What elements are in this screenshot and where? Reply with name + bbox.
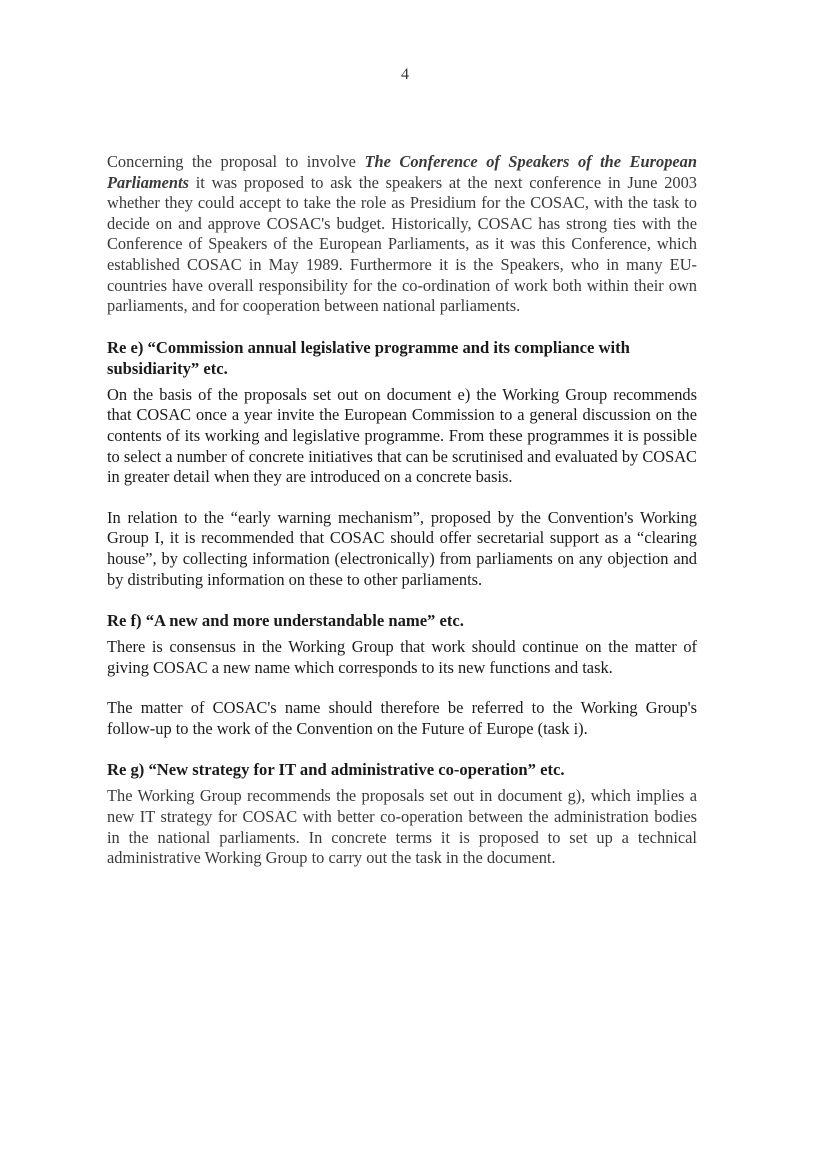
section-f-paragraph-2: The matter of COSAC's name should therefore be referred to the Working Group's follow-up to the work of the Convention on the Future of Europe (task i). <box>107 698 697 738</box>
section-e-paragraph-2: In relation to the “early warning mechanism”, proposed by the Convention's Working Group I, it is recommended that COSAC should offer secretarial support as a “clearing house”, by collecting information (electronically) from parliaments on any objection and by distributing information on these to other parliaments. <box>107 507 697 589</box>
section-heading-f: Re f) “A new and more understandable name” etc. <box>107 611 464 631</box>
intro-rest: it was proposed to ask the speakers at the next conference in June 2003 whether they could accept to take the role as Presidium for the COSAC, with the task to decide on and approve COSAC's budget. Historically, COSAC has strong ties with the Conference of Speakers of the European Parliaments, as it was this Conference, which established COSAC in May 1989. Furthermore it is the Speakers, who in many EU-countries have overall responsibility for the co-ordination of work both within their own parliaments, and for cooperation between national parliaments. <box>107 172 697 316</box>
page-number: 4 <box>401 66 409 83</box>
intro-lead: Concerning the proposal to involve <box>107 152 365 171</box>
document-body <box>107 152 697 869</box>
section-f-paragraph-1: There is consensus in the Working Group that work should continue on the matter of giving COSAC a new name which corresponds to its new functions and task. <box>107 637 697 677</box>
section-heading-g: Re g) “New strategy for IT and administrative co-operation” etc. <box>107 760 565 780</box>
intro-emphasis: The Conference of Speakers of the European Parliaments <box>107 152 697 192</box>
section-g-paragraph-1: The Working Group recommends the proposals set out in document g), which implies a new IT strategy for COSAC with better co-operation between the administration bodies in the national parliaments. In concrete terms it is proposed to set up a technical administrative Working Group to carry out the task in the document. <box>107 786 697 868</box>
section-heading-e: Re e) “Commission annual legislative programme and its compliance with subsidiarity” etc. <box>107 337 630 378</box>
section-e-paragraph-1: On the basis of the proposals set out on document e) the Working Group recommends that COSAC once a year invite the European Commission to a general discussion on the contents of its working and legislative programme. From these programmes it is possible to select a number of concrete initiatives that can be scrutinised and evaluated by COSAC in greater detail when they are introduced on a concrete basis. <box>107 384 697 487</box>
intro-paragraph <box>107 152 697 317</box>
